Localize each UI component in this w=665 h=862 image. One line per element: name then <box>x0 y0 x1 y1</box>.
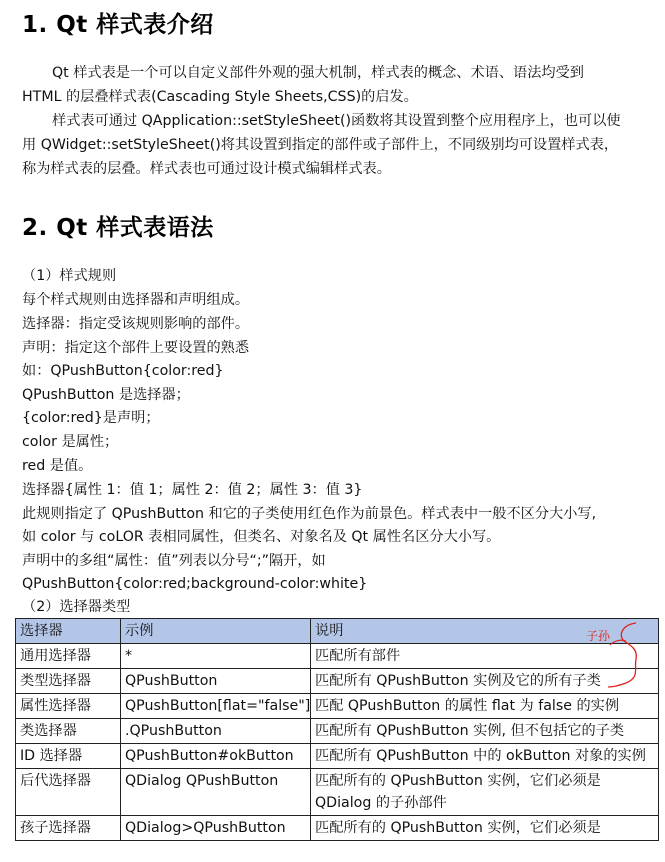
table-cell: QPushButton[flat="false"] <box>121 694 311 719</box>
table-cell: 匹配所有部件 <box>311 644 659 669</box>
table-cell: QPushButton <box>121 669 311 694</box>
selector-types-table <box>15 618 659 841</box>
table-cell: 通用选择器 <box>16 644 121 669</box>
table-cell: * <box>121 644 311 669</box>
table-cell: QDialog>QPushButton <box>121 816 311 841</box>
handwritten-annotation: 子孙 <box>586 629 611 643</box>
table-row <box>16 644 659 669</box>
table-cell: QPushButton#okButton <box>121 744 311 769</box>
table-row <box>16 769 659 816</box>
table-cell: ID 选择器 <box>16 744 121 769</box>
syntax-line: QPushButton 是选择器； <box>22 387 190 403</box>
table-header-cell: 示例 <box>121 619 311 644</box>
table-header-cell: 说明 <box>311 619 659 644</box>
table-cell: 匹配所有的 QPushButton 实例，它们必须是 QDialog 的子孙部件 <box>311 769 659 816</box>
intro-para-1 <box>22 61 652 85</box>
table-cell: 匹配所有 QPushButton 实例及它的所有子类 <box>311 669 659 694</box>
syntax-line: 声明：指定这个部件上要设置的熟悉 <box>22 340 250 356</box>
table-row <box>16 694 659 719</box>
syntax-line: 选择器：指定受该规则影响的部件。 <box>22 316 250 332</box>
table-cell: 类型选择器 <box>16 669 121 694</box>
syntax-line: QPushButton{color:red;background-color:white} <box>22 576 368 592</box>
table-cell: 属性选择器 <box>16 694 121 719</box>
handwritten-scribble-icon <box>600 615 645 690</box>
table-cell: 后代选择器 <box>16 769 121 816</box>
table-cell: 匹配 QPushButton 的属性 flat 为 false 的实例 <box>311 694 659 719</box>
syntax-line: {color:red}是声明； <box>22 410 160 426</box>
table-row <box>16 719 659 744</box>
syntax-line: 每个样式规则由选择器和声明组成。 <box>22 292 250 308</box>
para2-line2: 用 QWidget::setStyleSheet()将其设置到指定的部件或子部件上，不同级别均可设置样式表， <box>22 137 619 153</box>
syntax-line: color 是属性； <box>22 434 119 450</box>
syntax-line: red 是值。 <box>22 458 93 474</box>
table-cell: QDialog QPushButton <box>121 769 311 816</box>
syntax-line: 如 color 与 coLOR 表相同属性，但类名、对象名及 Qt 属性名区分大小写。 <box>22 529 501 545</box>
syntax-line: 如：QPushButton{color:red} <box>22 363 224 379</box>
table-cell: 孩子选择器 <box>16 816 121 841</box>
intro-text <box>22 61 652 181</box>
table-row <box>16 816 659 841</box>
para1-line2: HTML 的层叠样式表(Cascading Style Sheets,CSS)的启发。 <box>22 89 418 105</box>
table-header-cell: 选择器 <box>16 619 121 644</box>
syntax-line: 声明中的多组“属性：值”列表以分号“;”隔开，如 <box>22 553 326 569</box>
syntax-line: 选择器{属性 1：值 1；属性 2：值 2；属性 3：值 3} <box>22 482 363 498</box>
table-cell: 匹配所有 QPushButton 中的 okButton 对象的实例 <box>311 744 659 769</box>
syntax-line: （1）样式规则 <box>22 268 117 284</box>
table-cell: 类选择器 <box>16 719 121 744</box>
table-row <box>16 669 659 694</box>
intro-para-2 <box>22 109 652 133</box>
table-cell: 匹配所有 QPushButton 实例, 但不包括它的子类 <box>311 719 659 744</box>
para2-line3: 称为样式表的层叠。样式表也可通过设计模式编辑样式表。 <box>22 161 391 177</box>
section-1-title: 1. Qt 样式表介绍 <box>22 12 214 38</box>
para2-line1: 样式表可通过 QApplication::setStyleSheet()函数将其设置到整个应用程序上，也可以使 <box>52 113 621 129</box>
table-cell: .QPushButton <box>121 719 311 744</box>
table-cell: 匹配所有的 QPushButton 实例，它们必须是 <box>311 816 659 841</box>
table-row <box>16 744 659 769</box>
syntax-line: （2）选择器类型 <box>22 599 131 615</box>
table-header-row <box>16 619 659 644</box>
syntax-line: 此规则指定了 QPushButton 和它的子类使用红色作为前景色。样式表中一般不区分大小写, <box>22 506 597 522</box>
section-2-title: 2. Qt 样式表语法 <box>22 215 214 241</box>
para1-line1: Qt 样式表是一个可以自定义部件外观的强大机制，样式表的概念、术语、语法均受到 <box>52 65 584 81</box>
